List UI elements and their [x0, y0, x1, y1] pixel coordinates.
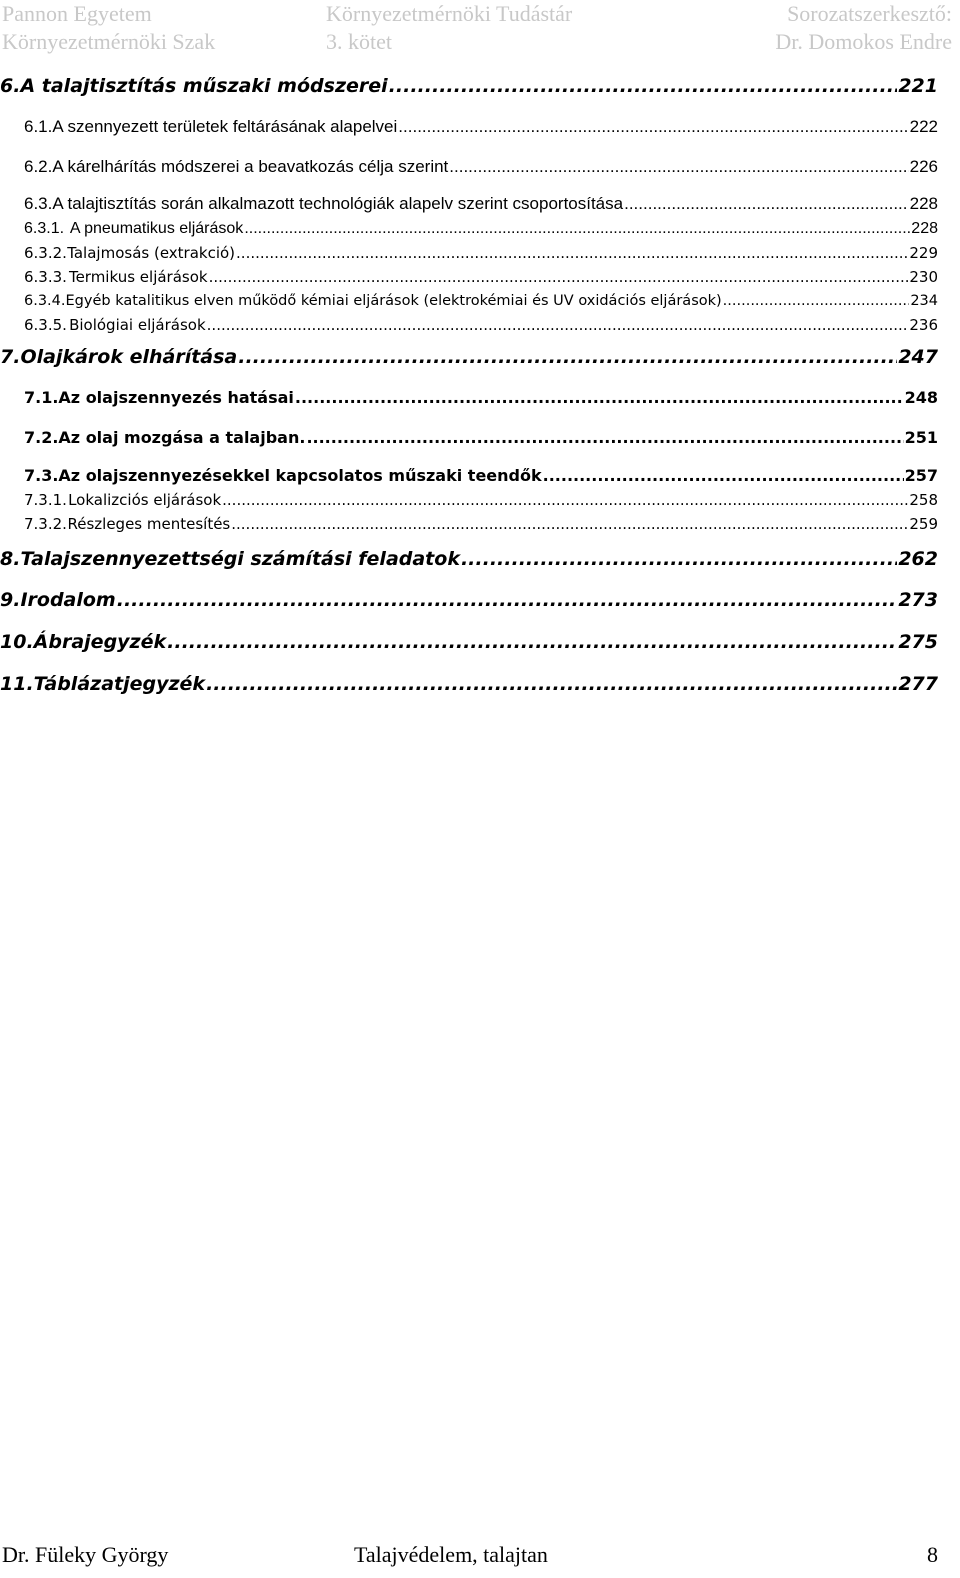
header-editor-label: Sorozatszerkesztő:: [787, 1, 952, 26]
footer-page-number: 8: [927, 1542, 938, 1567]
toc-number: 7.3.: [24, 466, 59, 485]
toc-title: Az olajszennyezésekkel kapcsolatos műszaki teendők: [58, 466, 542, 485]
toc-number: 11.: [0, 673, 34, 695]
toc-title: Egyéb katalitikus elven működő kémiai eljárások (elektrokémiai és UV oxidációs eljárások): [65, 293, 722, 309]
toc-entry-6-3-3[interactable]: [0, 265, 938, 289]
header-university: Pannon Egyetem: [2, 1, 152, 26]
table-of-contents: [0, 66, 938, 706]
toc-number: 6.3.3.: [24, 268, 67, 286]
header-left: [2, 0, 215, 56]
toc-leader: [206, 664, 897, 705]
toc-title: Táblázatjegyzék: [33, 673, 206, 695]
header-faculty: Környezetmérnöki Szak: [2, 29, 216, 54]
toc-leader: [624, 187, 909, 221]
toc-page: 277: [898, 673, 938, 695]
toc-title: A kárelhárítás módszerei a beavatkozás célja szerint: [52, 157, 449, 176]
toc-page: 228: [911, 220, 938, 237]
toc-leader: [222, 488, 908, 512]
toc-title: A talajtisztítás során alkalmazott technológiák alapelv szerint csoportosítása: [52, 194, 624, 213]
toc-entry-7-2[interactable]: [0, 418, 938, 458]
toc-leader: [209, 265, 909, 289]
toc-page: 251: [904, 428, 938, 447]
toc-page: 228: [909, 194, 938, 213]
toc-page: 248: [904, 388, 938, 407]
toc-entry-6-3-1[interactable]: [0, 217, 938, 241]
toc-title: A pneumatikus eljárások: [69, 220, 244, 237]
header-right: [775, 0, 952, 56]
toc-entry-6-3-4[interactable]: [0, 289, 938, 313]
toc-number: 7.: [0, 346, 21, 368]
toc-entry-11[interactable]: [0, 664, 938, 706]
toc-page: 247: [898, 346, 938, 368]
toc-page: 230: [909, 268, 938, 286]
header-editor-name: Dr. Domokos Endre: [775, 29, 952, 54]
toc-number: 6.3.2.: [24, 244, 67, 262]
toc-title: Az olajszennyezés hatásai: [58, 388, 294, 407]
toc-entry-7-1[interactable]: [0, 378, 938, 418]
toc-number: 7.1.: [24, 388, 59, 407]
toc-leader: [449, 147, 908, 187]
page-footer: [0, 1540, 960, 1570]
toc-title: Biológiai eljárások: [69, 316, 206, 334]
toc-leader: [231, 512, 908, 536]
toc-page: 226: [909, 157, 938, 176]
toc-leader: [398, 107, 908, 147]
toc-number: 9.: [0, 589, 21, 611]
toc-leader: [207, 313, 909, 337]
toc-number: 7.3.2.: [24, 515, 67, 533]
toc-number: 8.: [0, 548, 21, 570]
toc-page: 234: [910, 293, 938, 309]
toc-page: 236: [909, 316, 938, 334]
toc-number: 7.3.1.: [24, 491, 67, 509]
toc-leader: [236, 241, 908, 265]
footer-book-title: Talajvédelem, talajtan: [354, 1542, 548, 1567]
toc-number: 6.: [0, 75, 21, 97]
toc-page: 275: [898, 631, 938, 653]
toc-title: Ábrajegyzék: [33, 631, 167, 653]
footer-author: Dr. Füleky György: [2, 1542, 169, 1567]
toc-leader: [238, 337, 897, 378]
toc-leader: [167, 622, 897, 663]
toc-page: 257: [904, 466, 938, 485]
toc-title: Az olaj mozgása a talajban.: [58, 428, 306, 447]
toc-number: 6.3.: [24, 194, 53, 213]
toc-leader: [117, 580, 898, 621]
toc-number: 6.2.: [24, 157, 53, 176]
toc-number: 6.3.1.: [24, 220, 65, 237]
toc-leader: [244, 217, 910, 241]
toc-title: Részleges mentesítés: [67, 515, 231, 533]
toc-page: 262: [898, 548, 938, 570]
toc-title: Irodalom: [20, 589, 116, 611]
toc-page: 229: [909, 244, 938, 262]
header-volume: 3. kötet: [326, 29, 392, 54]
toc-entry-6-3[interactable]: [0, 187, 938, 217]
toc-entry-7[interactable]: [0, 337, 938, 378]
toc-number: 6.1.: [24, 117, 53, 136]
toc-title: Termikus eljárások: [68, 268, 208, 286]
toc-entry-7-3[interactable]: [0, 458, 938, 488]
toc-entry-7-3-1[interactable]: [0, 488, 938, 512]
toc-entry-7-3-2[interactable]: [0, 512, 938, 536]
toc-leader: [306, 418, 903, 458]
toc-leader: [389, 66, 898, 107]
toc-title: A szennyezett területek feltárásának alapelvei: [52, 117, 398, 136]
toc-page: 221: [898, 75, 938, 97]
toc-entry-8[interactable]: [0, 536, 938, 580]
toc-leader: [461, 536, 897, 582]
toc-number: 10.: [0, 631, 34, 653]
toc-title: Olajkárok elhárítása: [20, 346, 238, 368]
toc-number: 7.2.: [24, 428, 59, 447]
toc-leader: [295, 378, 904, 418]
header-center: [326, 0, 572, 56]
toc-entry-6[interactable]: [0, 66, 938, 107]
toc-page: 259: [909, 515, 938, 533]
toc-entry-6-1[interactable]: [0, 107, 938, 147]
toc-entry-6-2[interactable]: [0, 147, 938, 187]
toc-title: A talajtisztítás műszaki módszerei: [20, 75, 388, 97]
page-header: [0, 0, 960, 62]
toc-entry-9[interactable]: [0, 580, 938, 622]
toc-entry-6-3-5[interactable]: [0, 313, 938, 337]
toc-page: 258: [909, 491, 938, 509]
toc-page: 222: [909, 117, 938, 136]
toc-entry-10[interactable]: [0, 622, 938, 664]
toc-entry-6-3-2[interactable]: [0, 241, 938, 265]
toc-title: Lokalizciós eljárások: [68, 491, 222, 509]
toc-number: 6.3.4.: [24, 293, 66, 309]
toc-number: 6.3.5.: [24, 316, 67, 334]
header-series: Környezetmérnöki Tudástár: [326, 1, 573, 26]
toc-title: Talajmosás (extrakció): [67, 244, 236, 262]
toc-title: Talajszennyezettségi számítási feladatok: [20, 548, 460, 570]
toc-leader: [723, 289, 910, 313]
toc-page: 273: [898, 589, 938, 611]
